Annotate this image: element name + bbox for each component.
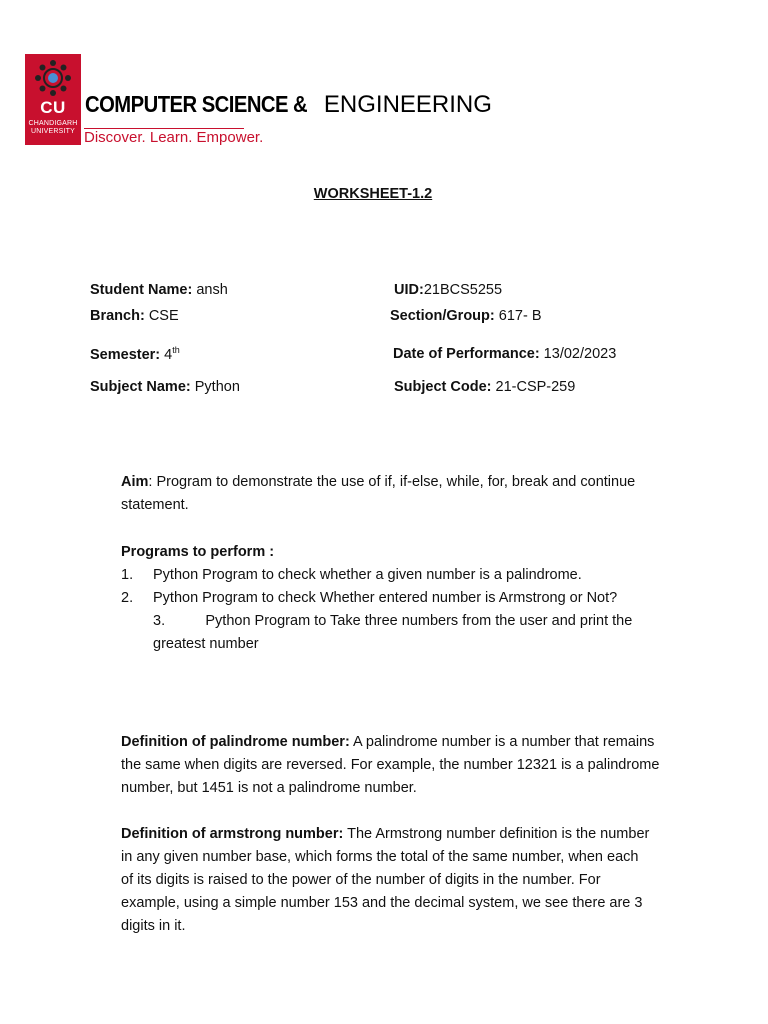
- worksheet-title: WORKSHEET-1.2: [313, 186, 433, 202]
- list-item: 2. Python Program to check Whether entered number is Armstrong or Not? 3. Python Program to Take three numbers from the user and print the greatest number: [121, 590, 633, 652]
- list-item: 1. Python Program to check whether a given number is a palindrome.: [121, 567, 582, 583]
- department-title: [85, 91, 492, 119]
- logo-university-text: CHANDIGARH UNIVERSITY: [28, 120, 78, 135]
- semester-field: Semester: 4th: [90, 345, 180, 363]
- department-title-regular: ENGINEERING: [323, 91, 492, 118]
- subject-name-field: Subject Name: Python: [90, 379, 240, 395]
- subject-code-field: Subject Code: 21-CSP-259: [394, 379, 576, 395]
- department-title-bold: COMPUTER SCIENCE &: [85, 91, 308, 117]
- section-group-field: Section/Group: 617- B: [390, 308, 542, 324]
- palindrome-definition: Definition of palindrome number: A palindrome number is a number that remains the same when digits are reversed. For example, the number 12321 is a palindrome number, but 1451 is not a palindrome number.: [121, 734, 660, 796]
- university-emblem-icon: [33, 58, 73, 98]
- logo-cu-text: CU: [40, 98, 66, 117]
- date-of-performance-field: Date of Performance: 13/02/2023: [393, 346, 617, 362]
- university-tagline: Discover. Learn. Empower.: [84, 128, 244, 149]
- aim-paragraph: Aim: Program to demonstrate the use of if, if-else, while, for, break and continue statement.: [121, 474, 636, 513]
- programs-heading: Programs to perform :: [121, 544, 275, 560]
- student-name-field: Student Name: ansh: [90, 282, 228, 298]
- armstrong-definition: Definition of armstrong number: The Armstrong number definition is the number in any given number base, which forms the total of the same number, when each of its digits is raised to the power of the number of digits in the number. For example, using a simple number 153 and the decimal system, we see there are 3 digits in it.: [121, 826, 650, 934]
- uid-field: UID:21BCS5255: [394, 282, 503, 298]
- branch-field: Branch: CSE: [90, 308, 179, 324]
- programs-list: [121, 564, 666, 656]
- university-logo: [25, 54, 81, 145]
